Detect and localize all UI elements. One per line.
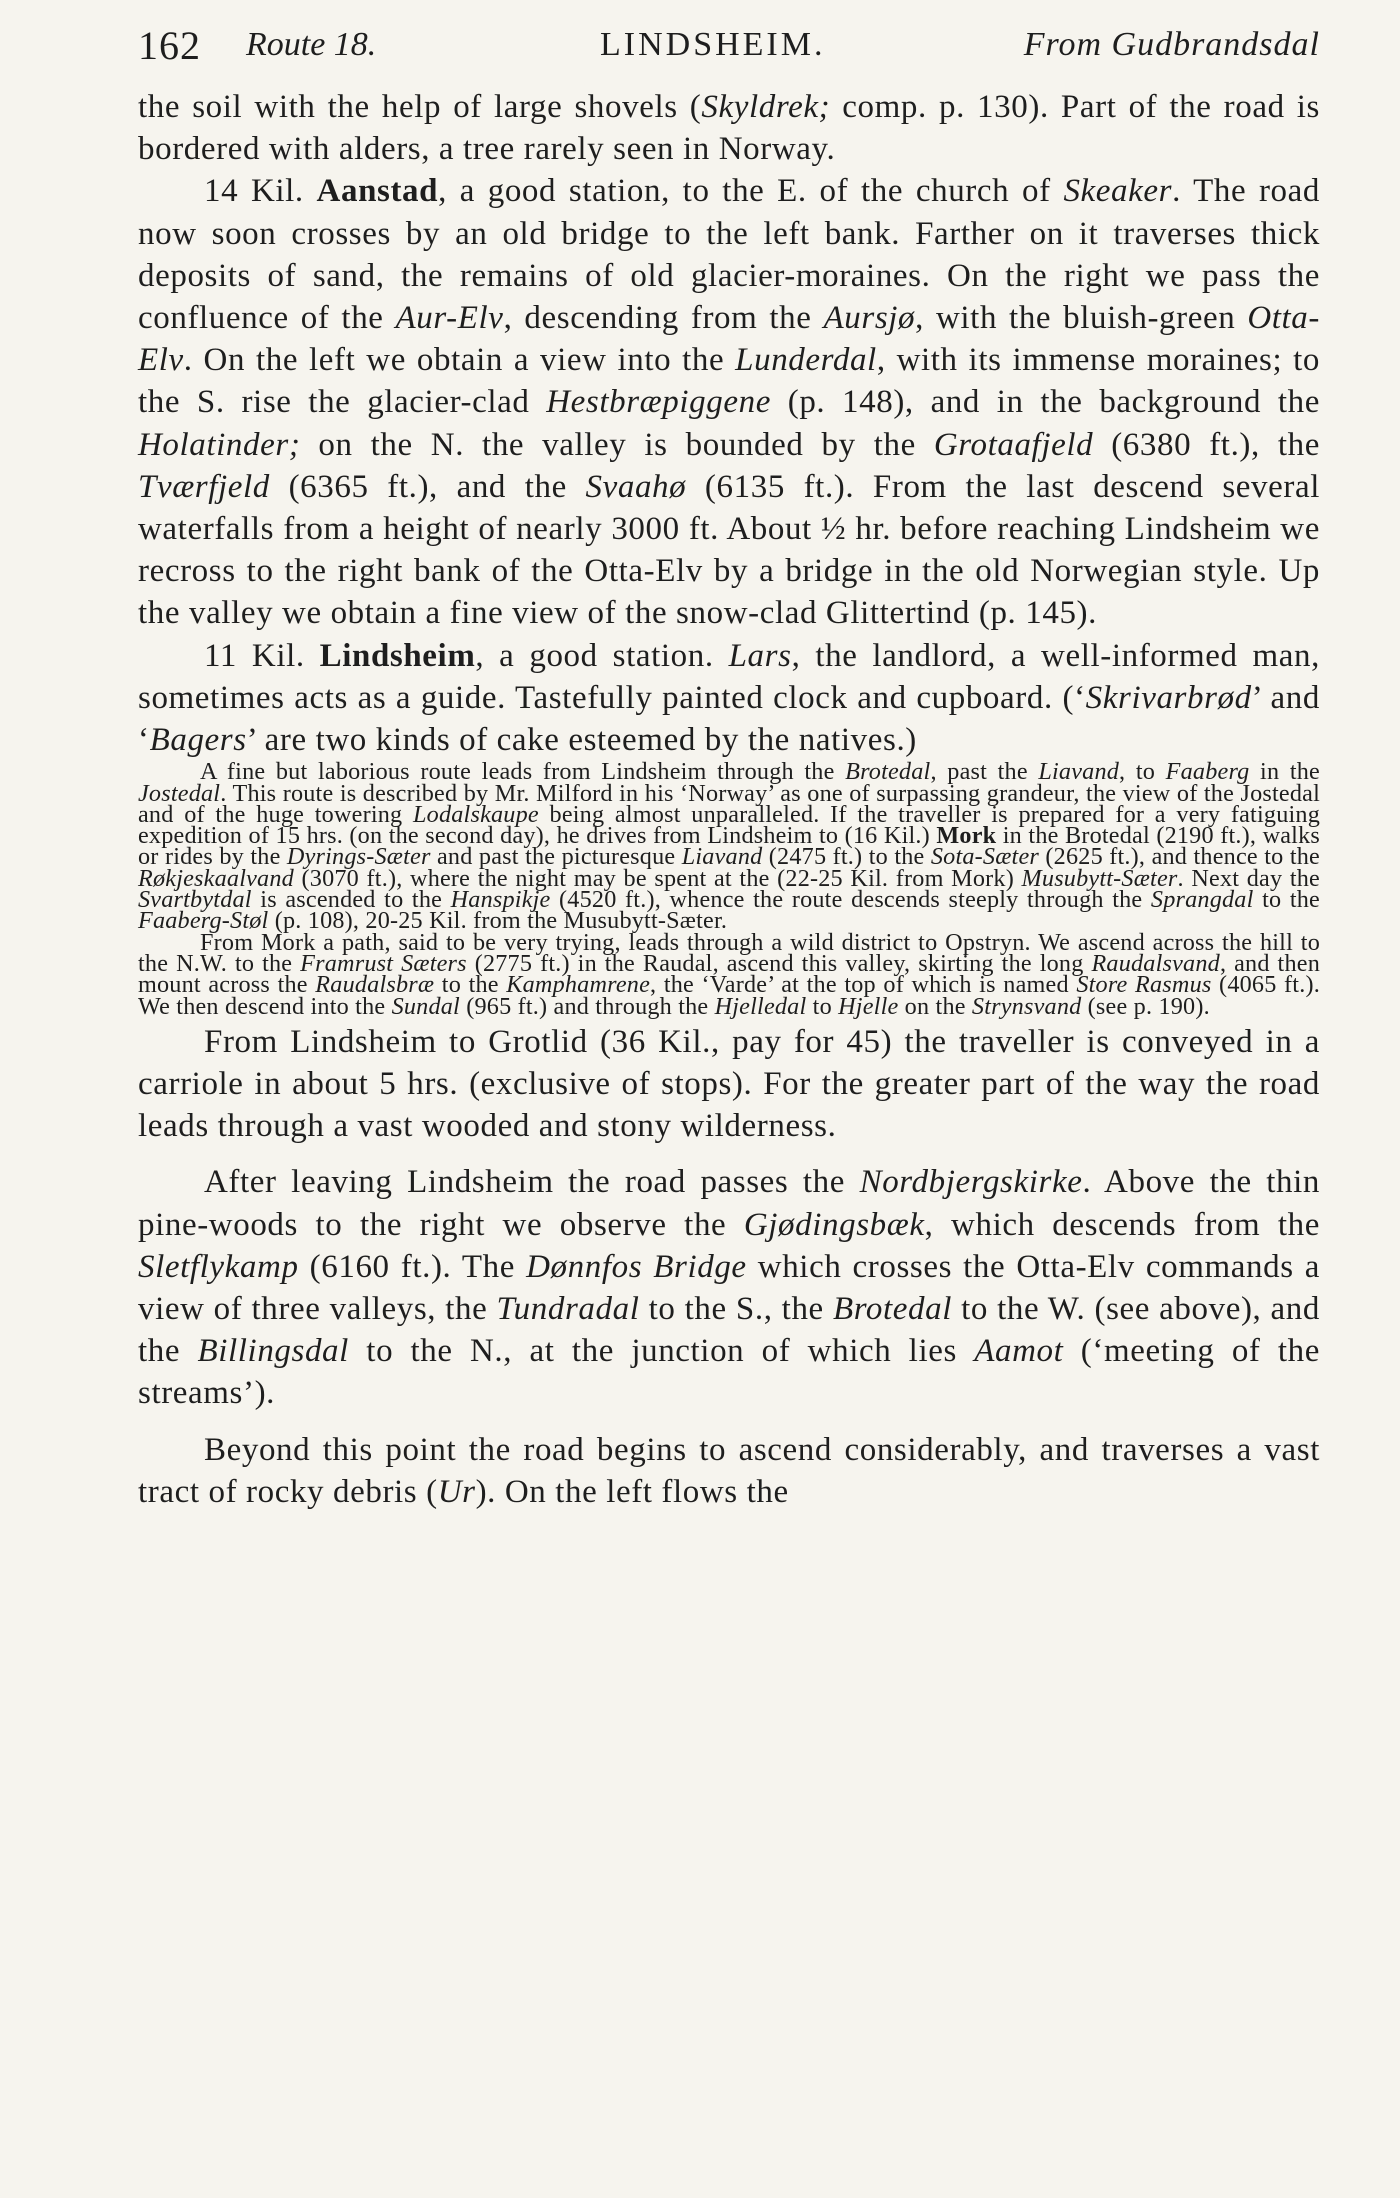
text-run: , to bbox=[1119, 758, 1166, 786]
text-run: which crosses the Otta-Elv commands a view of three valleys, the bbox=[138, 1248, 1321, 1328]
italic-term: Musubytt-Sæter bbox=[1021, 864, 1178, 892]
italic-term: Hanspikje bbox=[450, 886, 551, 914]
place-title: LINDSHEIM. bbox=[600, 26, 826, 63]
text-run: , with the bluish-green bbox=[915, 300, 1248, 337]
bold-term: Lindsheim bbox=[319, 637, 476, 674]
italic-term: Kamphamrene bbox=[506, 971, 651, 999]
text-run: (2625 ft.), and thence to the bbox=[1039, 843, 1320, 871]
italic-term: Brotedal bbox=[832, 1291, 952, 1328]
italic-term: Holatinder; bbox=[138, 426, 301, 463]
italic-term: Raudalsbræ bbox=[315, 971, 435, 999]
italic-term: Raudalsvand bbox=[1091, 949, 1220, 977]
page-number: 162 bbox=[138, 23, 201, 68]
body-paragraph bbox=[138, 1429, 1320, 1513]
body-paragraph bbox=[138, 86, 1320, 170]
italic-term: Svaahø bbox=[585, 468, 687, 505]
text-run: to the S., the bbox=[639, 1291, 833, 1328]
italic-term: Svartbytdal bbox=[138, 886, 252, 914]
text-run: , with its immense moraines; to the S. rise the glacier-clad bbox=[138, 342, 1321, 421]
text-run: (2775 ft.) in the Raudal, ascend this valley, skirting the long bbox=[466, 949, 1092, 977]
italic-term: Strynsvand bbox=[971, 992, 1082, 1020]
text-run: being almost unparalleled. If the traveller is prepared for a very fatiguing expedition of 15 hrs. (on the second day), he drives from Lindsheim to (16 Kil.) bbox=[138, 800, 1320, 850]
text-run: . Next day the bbox=[1177, 864, 1320, 892]
italic-term: Otta-Elv bbox=[138, 300, 1320, 379]
text-run: (see p. 190). bbox=[1081, 992, 1210, 1020]
italic-term: Sprangdal bbox=[1150, 886, 1254, 914]
italic-term: Dønnfos Bridge bbox=[526, 1248, 747, 1285]
body-paragraph bbox=[138, 170, 1320, 634]
italic-term: Aursjø bbox=[823, 300, 916, 337]
italic-term: Skrivarbrød bbox=[1085, 679, 1252, 716]
text-run: A fine but laborious route leads from Lindsheim through the bbox=[200, 758, 846, 786]
italic-term: Lunderdal bbox=[735, 342, 877, 379]
italic-term: Liavand bbox=[1038, 758, 1120, 786]
italic-term: Skeaker bbox=[1063, 173, 1173, 210]
text-run: to the bbox=[434, 971, 507, 999]
text-run: in the bbox=[1249, 758, 1320, 786]
italic-term: Sundal bbox=[391, 992, 460, 1020]
text-run: , and then mount across the bbox=[138, 949, 1320, 999]
text-run: to the W. (see above), and the bbox=[138, 1291, 1320, 1370]
italic-term: Lars bbox=[728, 637, 792, 674]
text-run: (4520 ft.), whence the route descends steeply through the bbox=[550, 886, 1151, 914]
text-run: From Lindsheim to Grotlid (36 Kil., pay for 45) the traveller is conveyed in a carriole in about 5 hrs. (exclusive of stops). For the greater part of the way the road leads through a vast wooded and stony wilderness. bbox=[138, 1023, 1320, 1145]
italic-term: Store Rasmus bbox=[1076, 971, 1212, 999]
italic-term: Aur-Elv bbox=[395, 300, 504, 337]
running-head bbox=[138, 22, 1320, 86]
text-run: ’ and ‘ bbox=[138, 679, 1320, 759]
italic-term: Faaberg-Støl bbox=[138, 907, 269, 935]
text-run: , descending from the bbox=[503, 300, 824, 337]
italic-term: Framrust Sæters bbox=[300, 949, 467, 977]
italic-term: Grotaafjeld bbox=[933, 426, 1094, 463]
italic-term: Skyldrek; bbox=[701, 89, 831, 125]
italic-term: Ur bbox=[437, 1473, 476, 1510]
text-run: comp. p. 130). Part of the road is bordered with alders, a tree rarely seen in Norway. bbox=[138, 89, 1320, 168]
italic-term: Faaberg bbox=[1165, 758, 1250, 786]
text-run: , which descends from the bbox=[924, 1206, 1320, 1243]
book-page bbox=[138, 22, 1320, 1513]
body-paragraph bbox=[138, 635, 1320, 762]
text-run: (2475 ft.) to the bbox=[762, 843, 931, 871]
text-run: (6365 ft.), and the bbox=[269, 468, 586, 505]
text-run: , past the bbox=[930, 758, 1039, 786]
text-run: to bbox=[806, 992, 839, 1020]
note-paragraph bbox=[138, 928, 1320, 1020]
text-run: (6160 ft.). The bbox=[298, 1248, 527, 1285]
text-run: ). On the left flows the bbox=[475, 1473, 789, 1510]
italic-term: Brotedal bbox=[845, 758, 931, 786]
italic-term: Røkjeskaalvand bbox=[138, 864, 294, 892]
italic-term: Sota-Sæter bbox=[930, 843, 1040, 871]
text-run: . This route is described by Mr. Milford in his ‘Norway’ as one of surpassing grandeur, the view of the Jostedal and of the huge towering bbox=[138, 779, 1320, 828]
text-run: (p. 108), 20-25 Kil. from the Musubytt-Sæter. bbox=[268, 907, 728, 935]
text-run: 11 Kil. bbox=[204, 637, 320, 674]
italic-term: Nordbjergskirke bbox=[859, 1164, 1083, 1201]
text-run: , the landlord, a well-informed man, sometimes acts as a guide. Tastefully painted clock and cupboard. (‘ bbox=[138, 637, 1320, 716]
text-run: on the N. the valley is bounded by the bbox=[300, 426, 934, 463]
italic-term: Hjelle bbox=[838, 992, 899, 1020]
italic-term: Sletflykamp bbox=[138, 1248, 299, 1285]
text-run: . On the left we obtain a view into the bbox=[183, 342, 736, 379]
italic-term: Billingsdal bbox=[197, 1333, 349, 1370]
text-run: , a good station. bbox=[475, 637, 729, 674]
italic-term: Liavand bbox=[681, 843, 763, 871]
text-run: ’ are two kinds of cake esteemed by the natives.) bbox=[246, 722, 917, 759]
italic-term: Gjødingsbæk bbox=[743, 1206, 925, 1243]
italic-term: Hestbræpiggene bbox=[546, 384, 771, 421]
body-paragraph bbox=[138, 1161, 1320, 1414]
italic-term: Hjelledal bbox=[714, 992, 807, 1020]
text-run: to the N., at the junction of which lies bbox=[348, 1333, 975, 1370]
text-run: (965 ft.) and through the bbox=[459, 992, 715, 1020]
text-run: After leaving Lindsheim the road passes the bbox=[204, 1164, 860, 1201]
italic-term: Aamot bbox=[974, 1333, 1064, 1370]
text-run: . Above the thin pine-woods to the right we observe the bbox=[138, 1164, 1320, 1243]
text-run: From Mork a path, said to be very trying, leads through a wild district to Opstryn. We ascend across the hill to the N.W. to the bbox=[138, 928, 1320, 977]
italic-term: Lodalskaupe bbox=[413, 800, 539, 828]
text-run: Beyond this point the road begins to ascend considerably, and traverses a vast tract of rocky debris ( bbox=[138, 1431, 1320, 1510]
text-run: and past the picturesque bbox=[430, 843, 682, 871]
italic-term: Tværfjeld bbox=[138, 468, 270, 505]
text-run: (‘meeting of the streams’). bbox=[138, 1333, 1320, 1412]
from-label: From Gudbrandsdal bbox=[1023, 26, 1320, 63]
route-label: Route 18. bbox=[246, 26, 377, 63]
bold-term: Mork bbox=[936, 822, 997, 850]
body-paragraph bbox=[138, 1021, 1320, 1148]
italic-term: Dyrings-Sæter bbox=[286, 843, 431, 871]
italic-term: Jostedal bbox=[138, 779, 221, 807]
text-run: the soil with the help of large shovels ( bbox=[138, 89, 702, 125]
text-run: (6380 ft.), the bbox=[1093, 426, 1320, 463]
text-run: in the Brotedal (2190 ft.), walks or rides by the bbox=[138, 822, 1320, 871]
text-run: (4065 ft.). We then descend into the bbox=[138, 971, 1320, 1020]
text-run: on the bbox=[898, 992, 972, 1020]
text-run: (3070 ft.), where the night may be spent at the (22-25 Kil. from Mork) bbox=[293, 864, 1022, 892]
italic-term: Tundradal bbox=[496, 1291, 640, 1328]
text-run: (p. 148), and in the background the bbox=[770, 384, 1321, 421]
text-run: , the ‘Varde’ at the top of which is named bbox=[650, 971, 1077, 999]
italic-term: Bagers bbox=[149, 722, 247, 759]
text-run: (6135 ft.). From the last descend several waterfalls from a height of nearly 3000 ft. About ½ hr. before reaching Lindsheim we recross to the right bank of the Otta-Elv by a bridge in the old Norwegian style. Up the valley we obtain a fine view of the snow-clad Glittertind (p. 145). bbox=[138, 468, 1321, 632]
text-run: is ascended to the bbox=[251, 886, 451, 914]
text-run: 14 Kil. bbox=[204, 173, 317, 210]
text-run: to the bbox=[1253, 886, 1320, 914]
bold-term: Aanstad bbox=[316, 173, 439, 210]
text-body bbox=[138, 86, 1320, 1513]
text-run: , a good station, to the E. of the church of bbox=[438, 173, 1064, 210]
text-run: . The road now soon crosses by an old bridge to the left bank. Farther on it traverses thick deposits of sand, the remains of old glacier-moraines. On the right we pass the confluence of the bbox=[138, 173, 1320, 337]
note-paragraph bbox=[138, 758, 1320, 935]
